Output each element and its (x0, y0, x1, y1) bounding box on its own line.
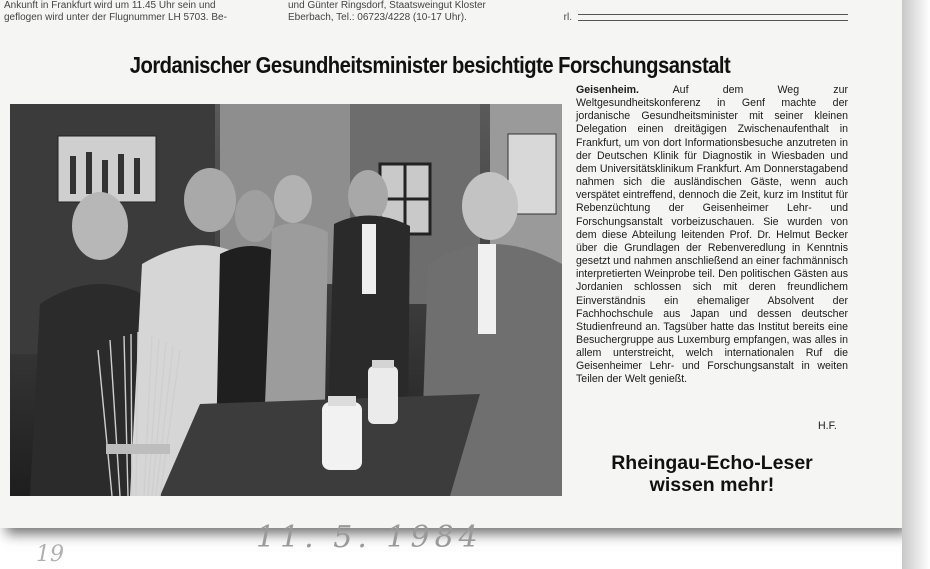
author-initials: H.F. (818, 420, 837, 432)
article-headline: Jordanischer Gesundheitsminister besichtigte Forschungsanstalt (129, 52, 731, 78)
article-photo (10, 104, 562, 496)
article-body (576, 84, 848, 387)
photo-illustration (10, 104, 562, 496)
fragment-line: Eberbach, Tel.: 06723/4228 (10-17 Uhr). (288, 12, 467, 23)
article-text: Auf dem Weg zur Weltgesundheitskonferenz in Genf machte der jordanische Gesundheitsminister mit seiner kleinen Delegation einen dreitägigen Zwischenaufenthalt in Frankfurt, um von dort Informationsbesuche anzutreten in der Deutschen Klinik für Diagnostik in Wiesbaden und dem Universitätsklinikum Frankfurt. Am Donnerstagabend nahmen sich die ausländischen Gäste, wenn auch verspätet eintreffend, dennoch die Zeit, kurz im Institut für Rebenzüchtung der Geisenheimer Lehr- und Forschungsanstalt vorbeizuschauen. Sie wurden von dem diese Abteilung leitenden Prof. Dr. Helmut Becker über die Grundlagen der Rebenveredlung in Kenntnis gesetzt und nahmen anschließend an einer fachmännisch interpretierten Weinprobe teil. Den politischen Gästen aus Jordanien schlossen sich mit deren freundlichem Einverständnis ein ehemaliger Absolvent der Fachhochschule aus Japan und dessen deutscher Studienfreund an. Tagsüber hatte das Institut bereits eine Besuchergruppe aus Luxemburg empfangen, was alles in allem unterstreicht, welch internationalen Ruf die Geisenheimer Lehr- und Forschungsanstalt in weiten Teilen der Welt genießt. (576, 84, 848, 386)
promo-box (576, 452, 848, 496)
fragment-line: Ankunft in Frankfurt wird um 11.45 Uhr sein und (4, 0, 216, 11)
previous-article-signoff: rl. (563, 12, 572, 23)
promo-line-2: wissen mehr! (649, 474, 775, 496)
double-rule-divider (578, 14, 848, 21)
handwritten-page-number: 19 (36, 542, 64, 567)
fragment-line: geflogen wird unter der Flugnummer LH 5703. Be- (4, 12, 227, 23)
previous-article-fragment-middle (288, 0, 550, 24)
scan-edge-shadow (902, 0, 930, 569)
handwritten-date: 11. 5. 1984 (256, 520, 483, 555)
fragment-line: und Günter Ringsdorf, Staatsweingut Kloster (288, 0, 486, 11)
article-dateline: Geisenheim. (576, 84, 639, 96)
previous-article-fragment-left (4, 0, 282, 24)
promo-line-1: Rheingau-Echo-Leser (611, 452, 813, 474)
